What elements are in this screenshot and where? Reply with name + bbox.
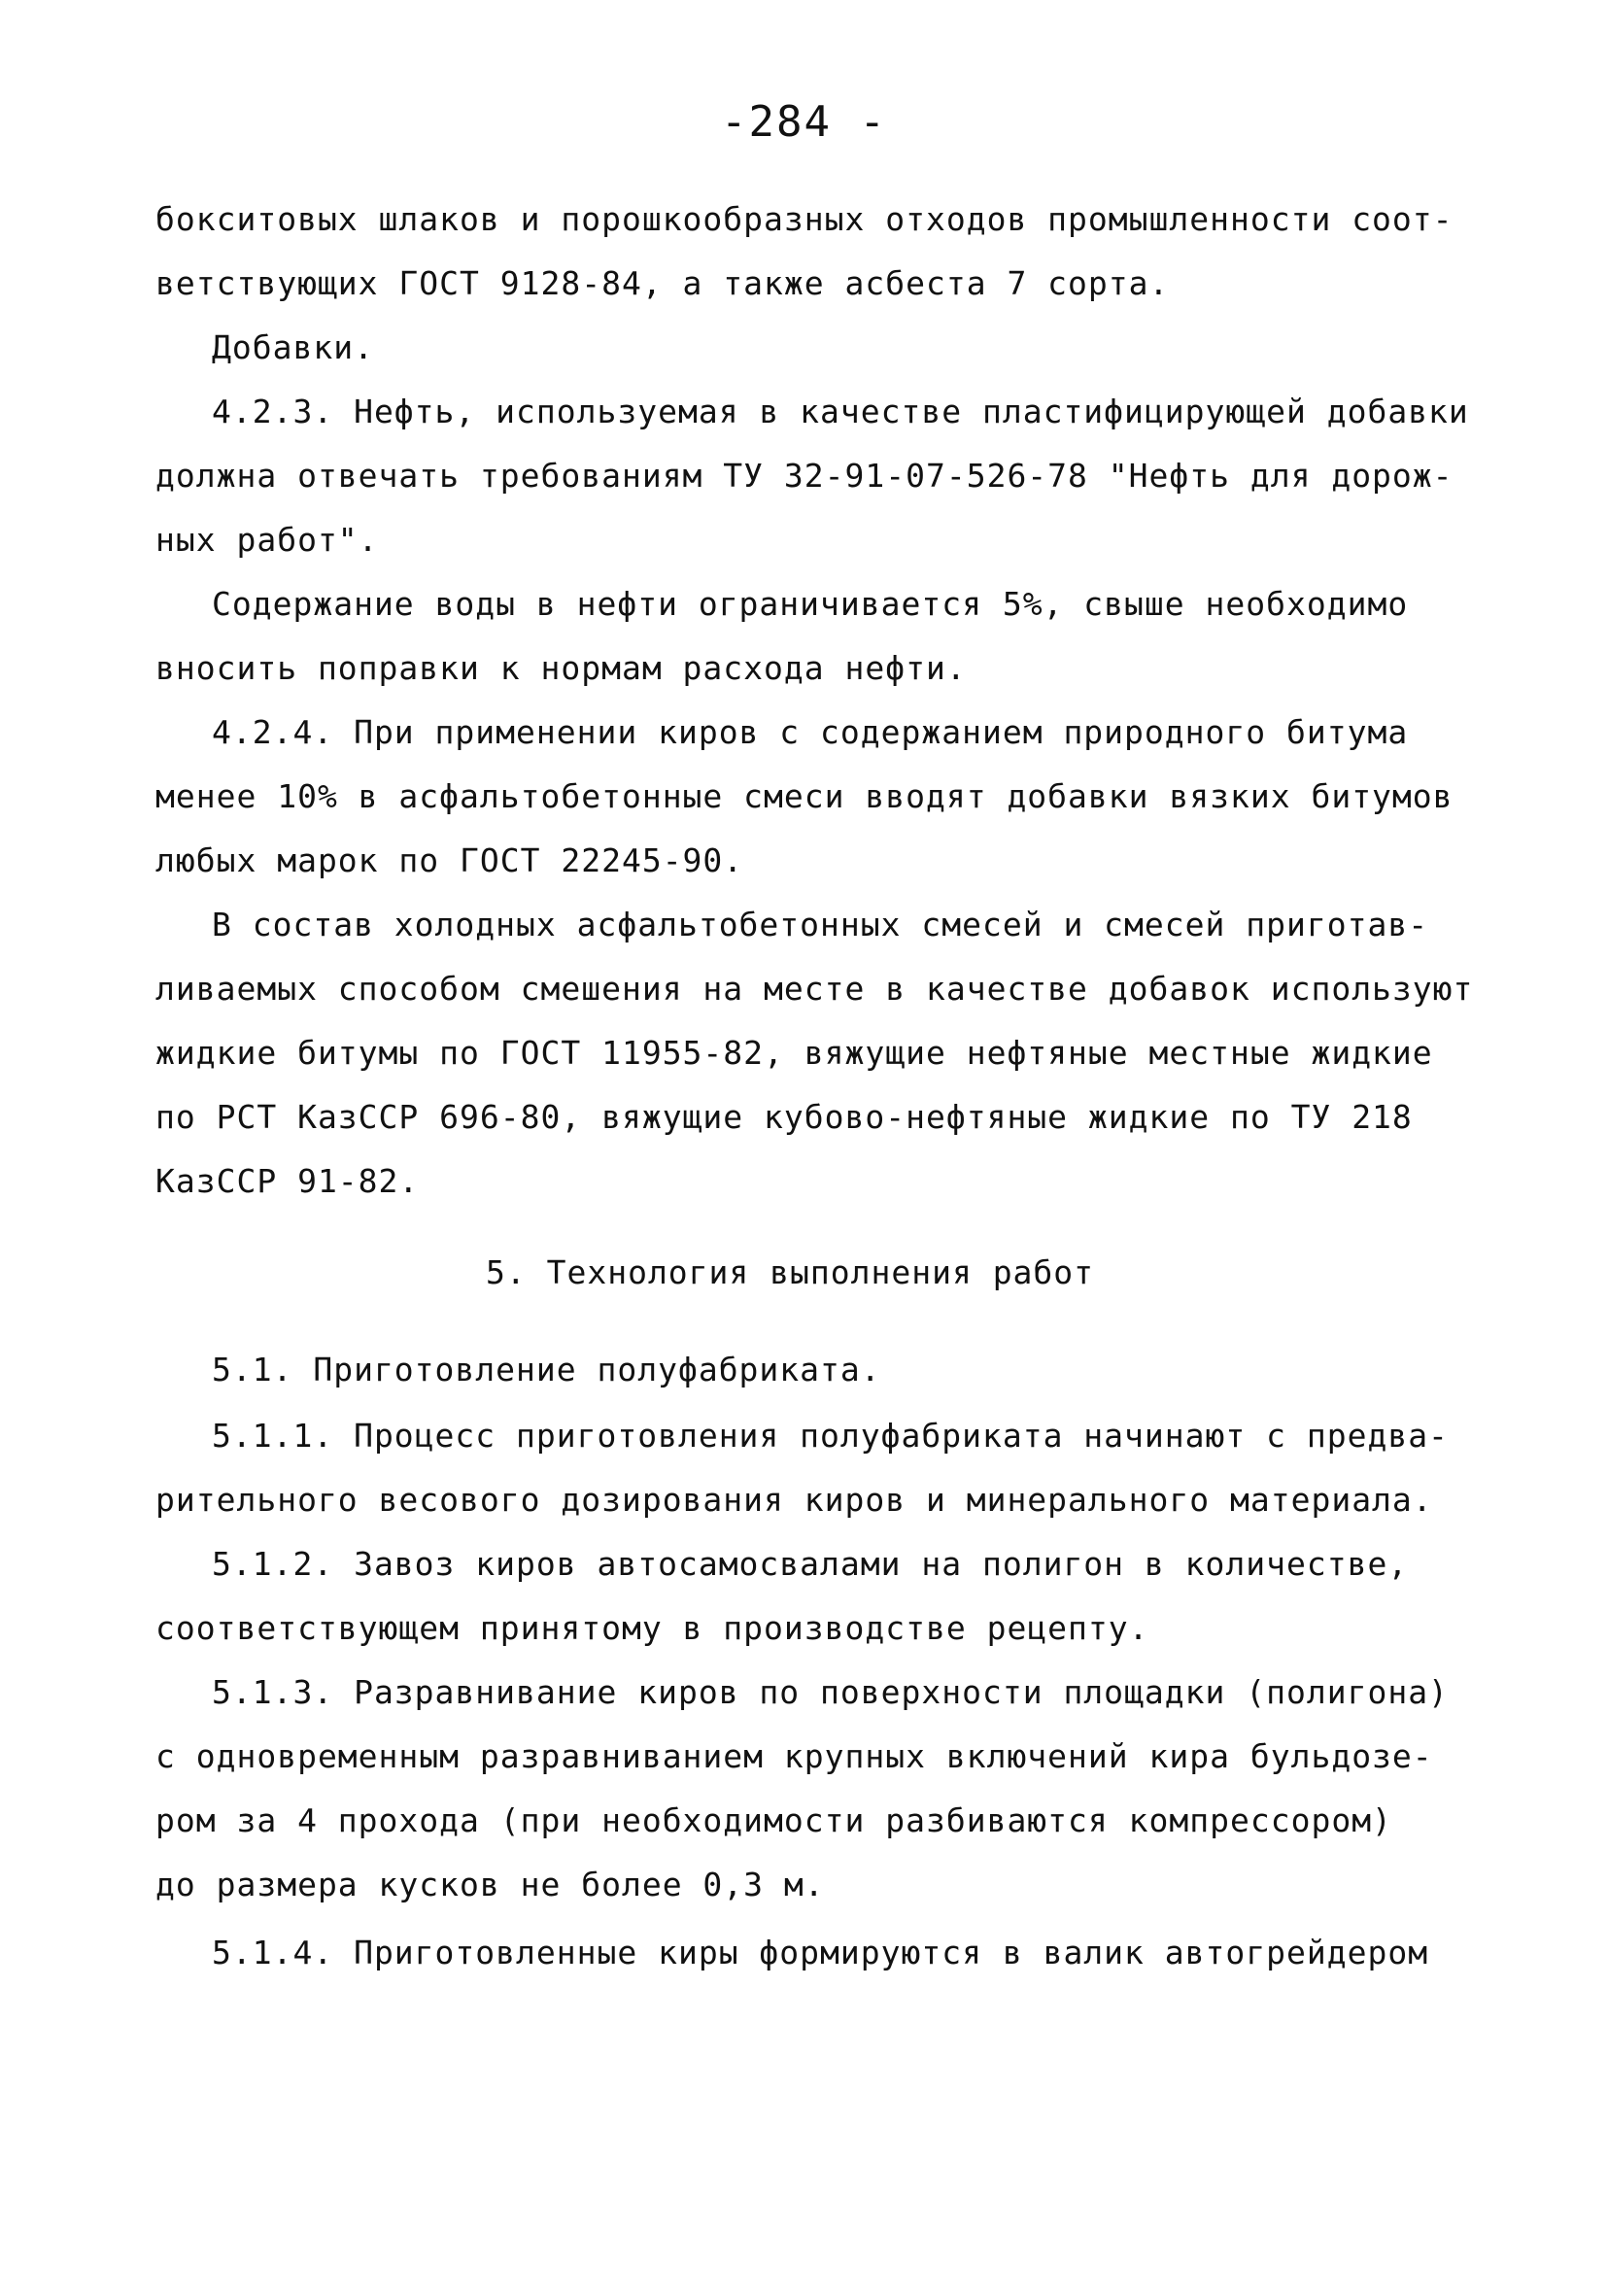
text-line: должна отвечать требованиям ТУ 32-91-07-526-78 "Нефть для дорож- — [155, 457, 1454, 495]
text-line: 4.2.3. Нефть, используемая в качестве пластифицирующей добавки — [212, 393, 1469, 430]
text-line: ливаемых способом смешения на месте в качестве добавок используют — [155, 970, 1474, 1008]
text-line: рительного весового дозирования киров и минерального материала. — [155, 1481, 1433, 1519]
text-line: любых марок по ГОСТ 22245-90. — [155, 841, 744, 879]
text-line: 5.1.2. Завоз киров автосамосвалами на полигон в количестве, — [212, 1545, 1409, 1583]
page-number: -284 - — [721, 97, 887, 147]
text-line: Добавки. — [212, 328, 374, 366]
text-line: Содержание воды в нефти ограничивается 5%, свыше необходимо — [212, 585, 1409, 623]
text-line: по РСТ КазССР 696-80, вяжущие кубово-нефтяные жидкие по ТУ 218 — [155, 1098, 1413, 1136]
text-line: 5.1.1. Процесс приготовления полуфабриката начинают с предва- — [212, 1417, 1449, 1455]
text-line: с одновременным разравниванием крупных включений кира бульдозе- — [155, 1737, 1433, 1775]
text-line: 5.1.4. Приготовленные киры формируются в валик автогрейдером — [212, 1934, 1429, 1971]
text-line: менее 10% в асфальтобетонные смеси вводят добавки вязких битумов — [155, 777, 1454, 815]
text-line: до размера кусков не более 0,3 м. — [155, 1866, 825, 1903]
text-line: жидкие битумы по ГОСТ 11955-82, вяжущие нефтяные местные жидкие — [155, 1034, 1433, 1072]
text-line: вносить поправки к нормам расхода нефти. — [155, 649, 967, 687]
text-line: В состав холодных асфальтобетонных смесей и смесей приготав- — [212, 906, 1429, 943]
text-line: 5.1.3. Разравнивание киров по поверхности площадки (полигона) — [212, 1673, 1449, 1711]
text-line: 4.2.4. При применении киров с содержанием природного битума — [212, 713, 1409, 751]
text-line: соответствующем принятому в производстве рецепту. — [155, 1609, 1149, 1647]
text-line: 5.1. Приготовление полуфабриката. — [212, 1351, 881, 1388]
text-line: бокситовых шлаков и порошкообразных отходов промышленности соот- — [155, 200, 1454, 238]
text-line: ных работ". — [155, 521, 379, 559]
text-line: КазССР 91-82. — [155, 1162, 420, 1200]
section-heading: 5. Технология выполнения работ — [486, 1253, 1095, 1291]
text-line: ром за 4 прохода (при необходимости разбиваются компрессором) — [155, 1801, 1392, 1839]
text-line: ветствующих ГОСТ 9128-84, а также асбеста 7 сорта. — [155, 264, 1170, 302]
